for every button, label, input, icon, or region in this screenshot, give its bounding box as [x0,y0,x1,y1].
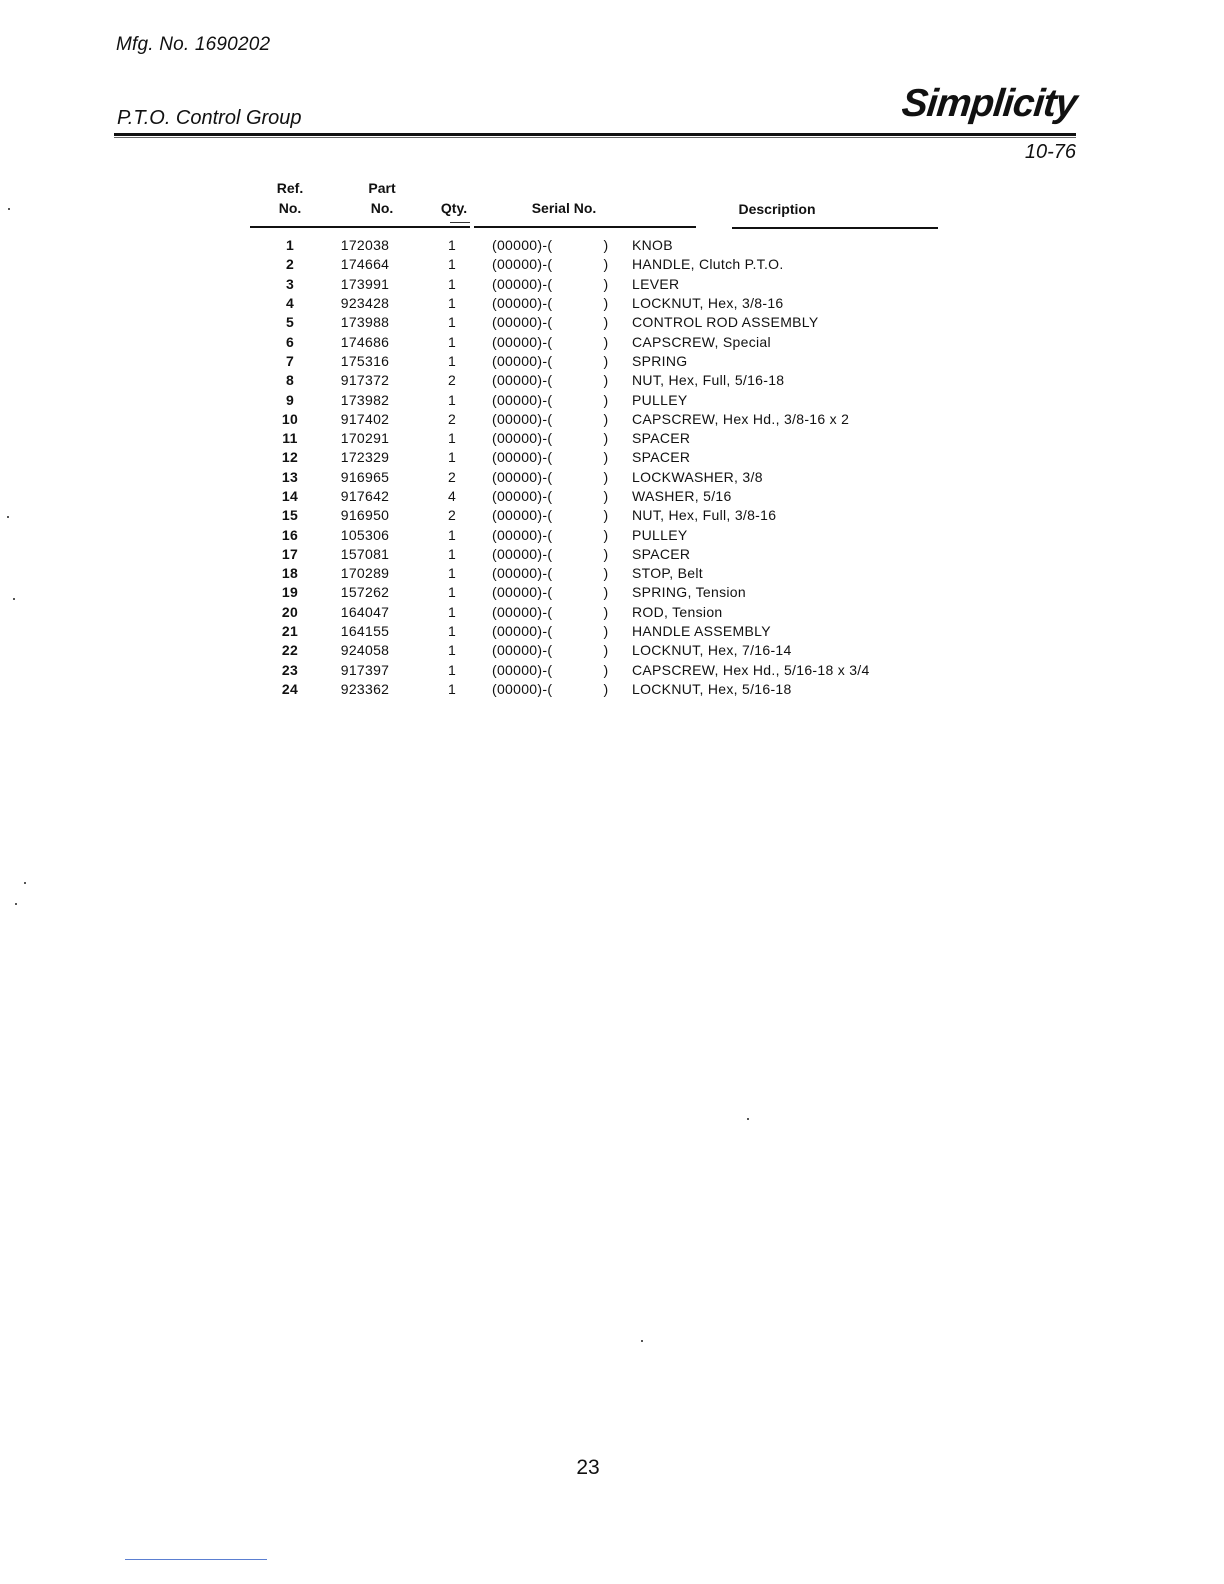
part-number-cell: 164155 [340,623,390,640]
serial-cell: (00000)-( [492,449,553,466]
group-title: P.T.O. Control Group [117,107,302,129]
serial-close-cell: ) [603,526,609,543]
scan-speck [13,598,15,600]
serial-close-cell: ) [603,391,609,408]
serial-cell: (00000)-( [492,603,553,620]
part-number-cell: 917642 [340,488,390,504]
scan-speck [7,516,9,518]
ref-cell: 2 [285,256,295,273]
table-row [262,583,870,602]
table-row [262,448,870,467]
serial-close-cell: ) [603,584,609,601]
part-number-cell: 170291 [340,430,390,447]
serial-close-cell: ) [603,314,609,331]
qty-cell: 2 [447,468,457,485]
serial-close-cell: ) [603,256,609,273]
description-cell: LOCKNUT, Hex, 5/16-18 [632,680,792,697]
qty-cell: 2 [447,372,457,389]
qty-cell: 1 [447,237,457,254]
table-row [262,352,870,371]
ref-cell: 11 [282,430,298,447]
qty-cell: 1 [447,333,457,350]
serial-cell: (00000)-( [492,237,553,254]
part-number-cell: 157081 [340,545,390,562]
description-cell: PULLEY [632,526,688,543]
description-cell: WASHER, 5/16 [632,488,732,504]
ref-cell: 9 [285,391,295,408]
part-number-cell: 916965 [340,468,390,485]
ref-cell: 16 [281,526,299,543]
table-row [262,680,870,699]
description-cell: ROD, Tension [632,603,723,620]
part-number-cell: 172038 [340,237,390,254]
scan-speck [24,882,26,884]
part-number-cell: 164047 [340,603,390,620]
serial-cell: (00000)-( [492,642,553,659]
serial-close-cell: ) [603,449,609,466]
part-number-cell: 917372 [340,372,390,389]
part-number-cell: 923428 [340,295,390,312]
part-number-cell: 172329 [340,449,390,466]
description-cell: HANDLE ASSEMBLY [632,623,771,640]
qty-cell: 1 [447,391,457,408]
table-row [262,332,870,351]
col-header-part-line2: No. [370,200,394,216]
col-header-ref-line2: No. [278,200,302,216]
table-row [262,236,870,255]
part-number-cell: 173991 [340,275,390,292]
header-divider-dash [450,222,470,223]
qty-cell: 1 [447,584,457,601]
serial-close-cell: ) [603,372,609,389]
serial-cell: (00000)-( [492,623,553,640]
brand-logo: Simplicity [899,82,1079,125]
table-row [262,487,870,506]
scan-speck [8,208,10,210]
table-row [262,390,870,409]
table-row [262,410,870,429]
col-header-part-line1: Part [368,180,396,196]
description-cell: LEVER [632,275,680,292]
serial-cell: (00000)-( [492,430,553,447]
description-cell: SPRING [632,352,688,369]
qty-cell: 1 [447,526,457,543]
qty-cell: 1 [447,275,457,292]
table-row [262,564,870,583]
description-cell: CAPSCREW, Special [632,333,771,350]
ref-cell: 21 [281,623,299,640]
table-row [262,545,870,564]
serial-cell: (00000)-( [492,314,553,331]
qty-cell: 1 [447,623,457,640]
table-row [262,603,870,622]
serial-close-cell: ) [603,275,609,292]
serial-cell: (00000)-( [492,410,553,427]
ref-cell: 13 [281,468,299,485]
serial-cell: (00000)-( [492,295,553,312]
part-number-cell: 924058 [340,642,390,659]
table-row [262,661,870,680]
col-header-ref-line1: Ref. [276,180,304,196]
description-cell: SPACER [632,545,691,562]
col-header-serial: Serial No. [531,200,597,216]
serial-cell: (00000)-( [492,526,553,543]
table-row [262,371,870,390]
scan-speck [641,1340,643,1342]
serial-close-cell: ) [603,430,609,447]
qty-cell: 1 [447,545,457,562]
ref-cell: 24 [281,680,299,697]
qty-cell: 1 [447,603,457,620]
description-cell: CAPSCREW, Hex Hd., 3/8-16 x 2 [632,410,850,427]
part-number-cell: 917397 [340,661,390,678]
mfg-number: Mfg. No. 1690202 [116,34,271,55]
qty-cell: 2 [447,507,457,524]
serial-cell: (00000)-( [492,507,553,524]
ref-cell: 12 [281,449,299,466]
serial-close-cell: ) [603,545,609,562]
serial-close-cell: ) [603,295,609,312]
description-cell: NUT, Hex, Full, 3/8-16 [632,507,777,524]
part-number-cell: 174664 [340,256,390,273]
header-divider-right [732,227,938,229]
serial-close-cell: ) [603,680,609,697]
table-row [262,468,870,487]
bottom-line [125,1559,267,1560]
table-row [262,313,870,332]
description-cell: SPACER [632,449,691,466]
serial-cell: (00000)-( [492,372,553,389]
col-header-qty: Qty. [440,200,468,216]
serial-close-cell: ) [603,603,609,620]
table-row [262,294,870,313]
page-number: 23 [576,1456,600,1479]
ref-cell: 22 [281,642,299,659]
qty-cell: 1 [447,352,457,369]
qty-cell: 1 [447,680,457,697]
serial-close-cell: ) [603,237,609,254]
serial-cell: (00000)-( [492,488,553,504]
col-header-ref [262,178,318,218]
qty-cell: 1 [447,449,457,466]
part-number-cell: 173988 [340,314,390,331]
table-row [262,275,870,294]
ref-cell: 6 [285,333,295,350]
table-row [262,506,870,525]
qty-cell: 1 [447,314,457,331]
description-cell: STOP, Belt [632,565,703,582]
description-cell: SPRING, Tension [632,584,746,601]
serial-close-cell: ) [603,565,609,582]
description-cell: KNOB [632,237,673,254]
parts-table-body [262,236,870,699]
serial-close-cell: ) [603,661,609,678]
part-number-cell: 917402 [340,410,390,427]
ref-cell: 1 [285,237,295,254]
ref-cell: 15 [281,507,299,524]
ref-cell: 7 [285,352,295,369]
serial-close-cell: ) [603,623,609,640]
part-number-cell: 170289 [340,565,390,582]
description-cell: NUT, Hex, Full, 5/16-18 [632,372,785,389]
table-row [262,641,870,660]
serial-cell: (00000)-( [492,584,553,601]
part-number-cell: 175316 [340,352,390,369]
serial-close-cell: ) [603,507,609,524]
description-cell: CAPSCREW, Hex Hd., 5/16-18 x 3/4 [632,661,870,678]
ref-cell: 19 [281,584,299,601]
serial-close-cell: ) [603,642,609,659]
serial-cell: (00000)-( [492,468,553,485]
scan-speck [15,903,17,905]
ref-cell: 8 [285,372,295,389]
description-cell: HANDLE, Clutch P.T.O. [632,256,784,273]
serial-close-cell: ) [603,352,609,369]
scan-speck [747,1118,749,1120]
col-header-description: Description [738,201,816,217]
qty-cell: 1 [447,295,457,312]
part-number-cell: 157262 [340,584,390,601]
description-cell: SPACER [632,430,691,447]
serial-cell: (00000)-( [492,256,553,273]
serial-close-cell: ) [603,410,609,427]
ref-cell: 10 [281,410,299,427]
description-cell: LOCKNUT, Hex, 7/16-14 [632,642,792,659]
qty-cell: 1 [447,661,457,678]
ref-cell: 17 [281,545,299,562]
part-number-cell: 105306 [340,526,390,543]
header-divider-middle [474,226,696,228]
qty-cell: 1 [447,642,457,659]
serial-cell: (00000)-( [492,680,553,697]
serial-cell: (00000)-( [492,352,553,369]
description-cell: CONTROL ROD ASSEMBLY [632,314,819,331]
table-row [262,622,870,641]
part-number-cell: 916950 [340,507,390,524]
serial-cell: (00000)-( [492,661,553,678]
col-header-part [352,178,412,218]
description-cell: LOCKNUT, Hex, 3/8-16 [632,295,784,312]
serial-close-cell: ) [603,488,609,504]
serial-cell: (00000)-( [492,391,553,408]
description-cell: LOCKWASHER, 3/8 [632,468,763,485]
description-cell: PULLEY [632,391,688,408]
qty-cell: 1 [447,430,457,447]
serial-cell: (00000)-( [492,565,553,582]
table-row [262,525,870,544]
qty-cell: 2 [447,410,457,427]
ref-cell: 14 [281,488,299,504]
ref-cell: 23 [281,661,299,678]
header-divider-left [250,226,470,228]
header-rule [114,133,1076,136]
date-code: 10-76 [1024,141,1076,163]
serial-cell: (00000)-( [492,333,553,350]
ref-cell: 3 [285,275,295,292]
header-rule-thin [114,137,1076,138]
ref-cell: 20 [281,603,299,620]
part-number-cell: 923362 [340,680,390,697]
table-row [262,429,870,448]
qty-cell: 4 [447,488,457,504]
part-number-cell: 174686 [340,333,390,350]
table-row [262,255,870,274]
ref-cell: 5 [285,314,295,331]
qty-cell: 1 [447,256,457,273]
serial-cell: (00000)-( [492,275,553,292]
qty-cell: 1 [447,565,457,582]
part-number-cell: 173982 [340,391,390,408]
ref-cell: 18 [281,565,299,582]
serial-close-cell: ) [603,468,609,485]
serial-cell: (00000)-( [492,545,553,562]
serial-close-cell: ) [603,333,609,350]
ref-cell: 4 [285,295,295,312]
parts-table [262,236,870,699]
